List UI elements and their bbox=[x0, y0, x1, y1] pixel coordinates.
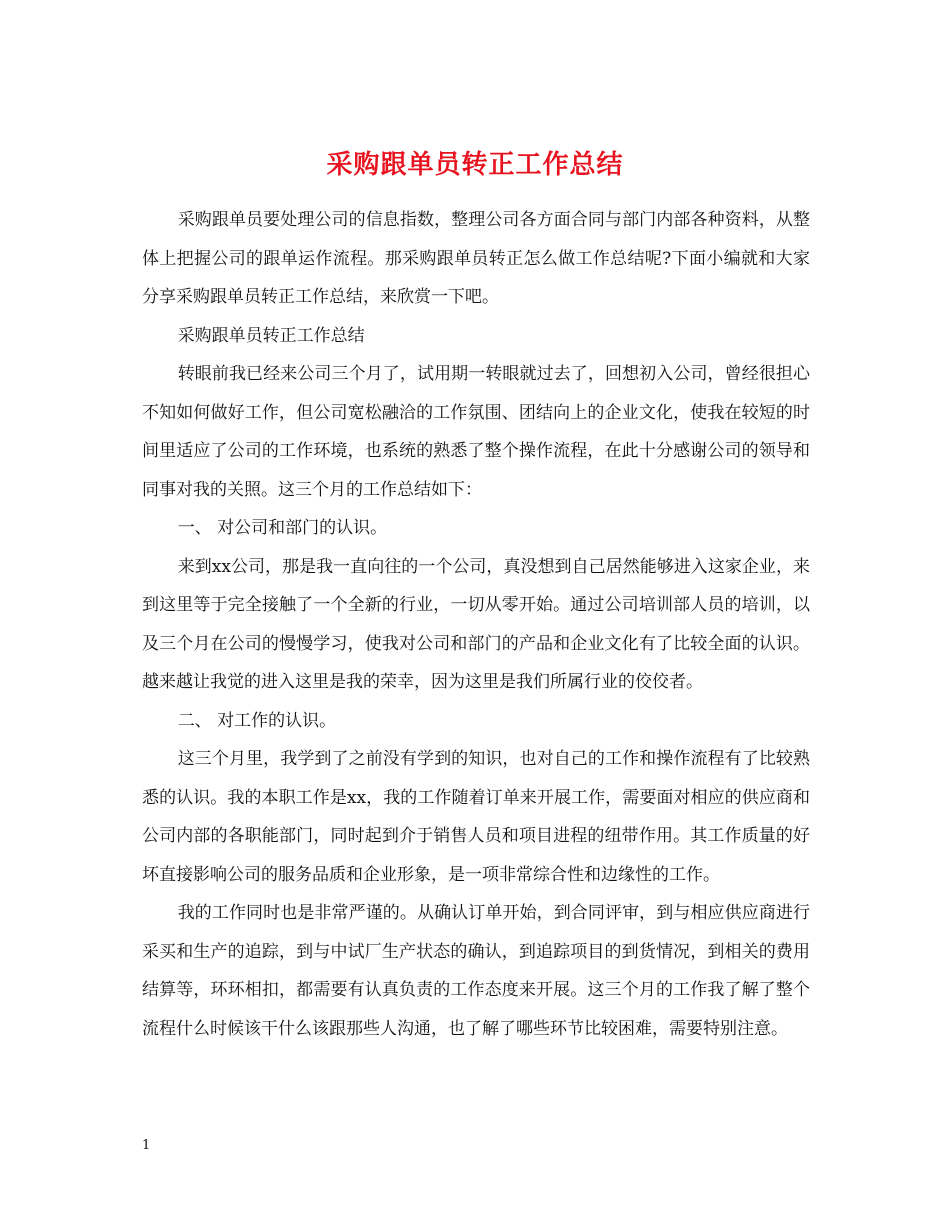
paragraph: 这三个月里，我学到了之前没有学到的知识，也对自己的工作和操作流程有了比较熟悉的认识。我的本职工作是xx，我的工作随着订单来开展工作，需要面对相应的供应商和公司内部的各职能部门，同时起到介于销售人员和项目进程的纽带作用。其工作质量的好坏直接影响公司的服务品质和企业形象，是一项非常综合性和边缘性的工作。 bbox=[142, 749, 810, 885]
page-number: 1 bbox=[142, 1138, 151, 1153]
section-heading: 一、 对公司和部门的认识。 bbox=[177, 518, 388, 538]
section-heading: 二、 对工作的认识。 bbox=[177, 710, 337, 731]
paragraph: 来到xx公司，那是我一直向往的一个公司，真没想到自己居然能够进入这家企业，来到这里等于完全接触了一个全新的行业，一切从零开始。通过公司培训部人员的培训，以及三个月在公司的慢慢学习，使我对公司和部门的产品和企业文化有了比较全面的认识。 越来越让我觉的进入这里是我的荣幸，因为这里是我们所属行业的佼佼者。 bbox=[142, 556, 810, 692]
document-body bbox=[142, 201, 810, 1048]
paragraph: 我的工作同时也是非常严谨的。从确认订单开始，到合同评审，到与相应供应商进行采买和生产的追踪，到与中试厂生产状态的确认，到追踪项目的到货情况，到相关的费用结算等，环环相扣，都需要有认真负责的工作态度来开展。这三个月的工作我了解了整个流程什么时候该干什么该跟那些人沟通，也了解了哪些环节比较困难，需要特别注意。 bbox=[142, 903, 810, 1039]
paragraph: 采购跟单员要处理公司的信息指数，整理公司各方面合同与部门内部各种资料，从整体上把握公司的跟单运作流程。那采购跟单员转正怎么做工作总结呢?下面小编就和大家分享采购跟单员转正工作总结，来欣赏一下吧。 bbox=[142, 210, 810, 307]
paragraph: 转眼前我已经来公司三个月了，试用期一转眼就过去了，回想初入公司，曾经很担心不知如何做好工作，但公司宽松融洽的工作氛围、团结向上的企业文化，使我在较短的时间里适应了公司的工作环境，也系统的熟悉了整个操作流程，在此十分感谢公司的领导和同事对我的关照。这三个月的工作总结如下： bbox=[142, 364, 810, 500]
document-title: 采购跟单员转正工作总结 bbox=[326, 150, 624, 181]
section-heading: 采购跟单员转正工作总结 bbox=[177, 325, 365, 346]
